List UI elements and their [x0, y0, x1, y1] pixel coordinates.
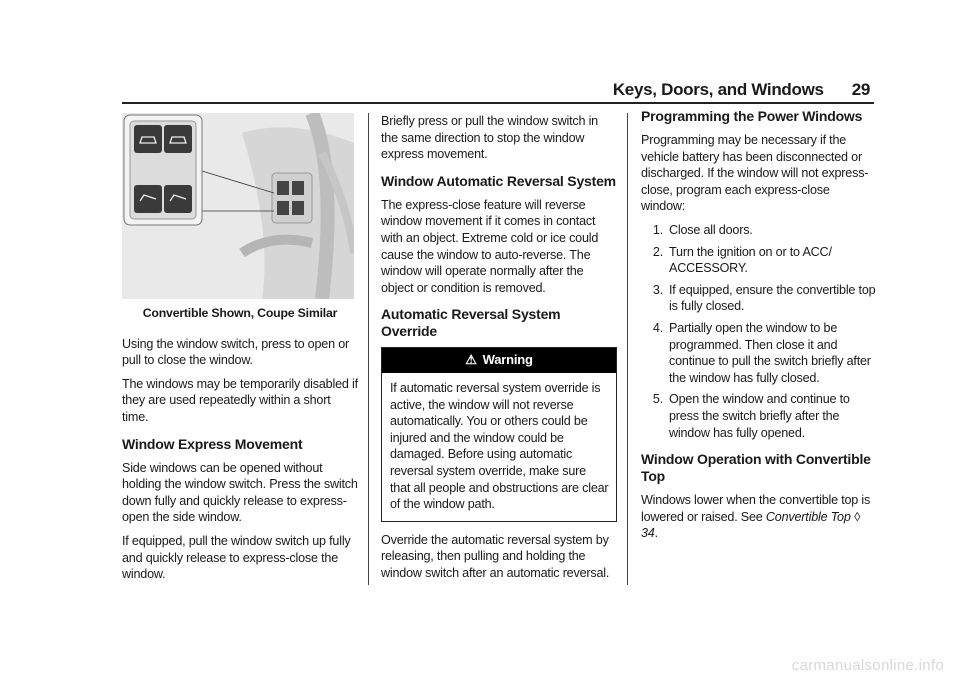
column-1 — [122, 113, 358, 590]
paragraph: Programming may be necessary if the vehicle battery has been disconnected or discharged. If the window will not express-close, program each express-close window: — [641, 133, 869, 214]
list-item: 1. Close all doors. — [652, 222, 753, 237]
heading-convertible-top: Window Operation with Convertible Top — [641, 451, 871, 485]
paragraph: The express-close feature will reverse window movement if it comes in contact with an object. Extreme cold or ice could cause the window to auto-reverse. The window will operate normally after the object or condition is removed. — [381, 197, 599, 295]
cross-reference-link[interactable]: Convertible Top — [765, 509, 851, 524]
heading-window-express-movement: Window Express Movement — [122, 435, 303, 452]
column-divider-2 — [627, 113, 628, 585]
list-item: 3. If equipped, ensure the convertible top is fully closed. — [652, 282, 876, 314]
column-divider-1 — [368, 113, 369, 585]
paragraph: Using the window switch, press to open or pull to close the window. — [122, 336, 349, 368]
heading-automatic-reversal-system: Window Automatic Reversal System — [381, 172, 616, 189]
list-item: 5. Open the window and continue to press the switch briefly after the window has fully opened. — [652, 392, 850, 440]
paragraph: The windows may be temporarily disabled if they are used repeatedly within a short time. — [122, 376, 358, 424]
page-header — [613, 80, 870, 100]
programming-steps — [641, 222, 877, 441]
list-item: 4. Partially open the window to be programmed. Then close it and continue to pull the switch briefly after the window has fully closed. — [652, 320, 871, 385]
page-number: 29 — [851, 80, 870, 99]
warning-box — [381, 347, 617, 521]
header-rule — [122, 102, 874, 104]
cross-reference-page[interactable]: 34 — [641, 526, 655, 541]
warning-triangle-icon: ⚠ — [465, 352, 477, 368]
column-3 — [641, 108, 877, 549]
window-switch-figure — [122, 113, 354, 299]
warning-text: If automatic reversal system override is active, the window will not reverse automatically. You or others could be injured and the window could be damaged. Before using automatic reversal system override, make sure that all people and obstructions are clear of the window path. — [390, 380, 609, 512]
window-switch-illustration — [122, 113, 354, 299]
paragraph: Override the automatic reversal system by releasing, then pulling and holding the window switch after an automatic reversal. — [381, 532, 610, 580]
warning-header — [382, 348, 616, 373]
paragraph: Side windows can be opened without holding the window switch. Press the switch down fully and quickly release to express-open the side window. — [122, 460, 358, 525]
section-title: Keys, Doors, and Windows — [612, 80, 824, 99]
paragraph: Briefly press or pull the window switch in the same direction to stop the window express movement. — [381, 114, 598, 162]
heading-reversal-override: Automatic Reversal System Override — [381, 306, 561, 340]
watermark: carmanualsonline.info — [791, 657, 944, 674]
warning-title: Warning — [482, 352, 533, 368]
figure-caption: Convertible Shown, Coupe Similar — [142, 306, 338, 320]
paragraph: Windows lower when the convertible top is lowered or raised. See Convertible Top ◊ 34. — [641, 493, 871, 541]
list-item: 2. Turn the ignition on or to ACC/ ACCESSORY. — [652, 244, 832, 276]
paragraph: If equipped, pull the window switch up fully and quickly release to express-close the window. — [122, 533, 351, 582]
heading-programming-power-windows: Programming the Power Windows — [641, 108, 863, 124]
column-2 — [381, 113, 617, 588]
page-arrow-icon: ◊ — [853, 509, 860, 524]
